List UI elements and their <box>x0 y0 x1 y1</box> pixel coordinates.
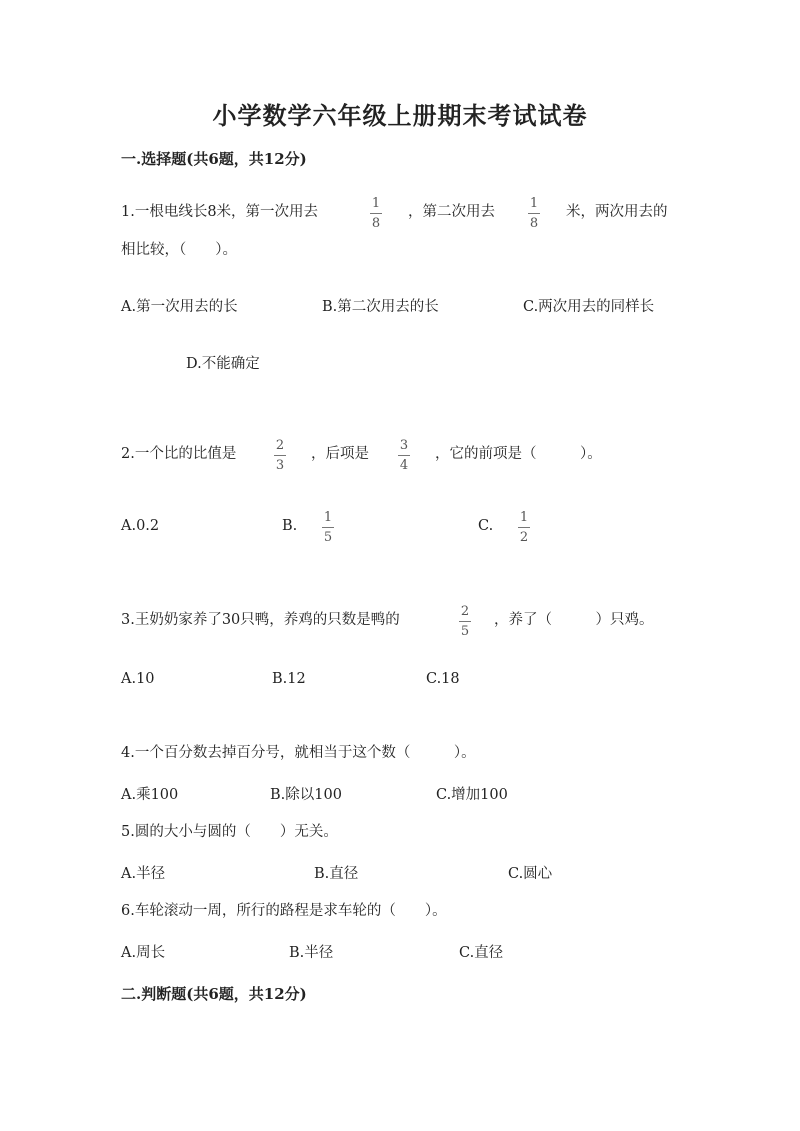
question-4-option-a: A.乘100 <box>121 787 179 803</box>
fraction-denominator: 5 <box>460 624 470 639</box>
question-1-text-start: 1.一根电线长8米，第一次用去 <box>121 204 319 220</box>
question-1-option-a: A.第一次用去的长 <box>121 299 238 315</box>
question-6-option-c: C.直径 <box>459 945 504 961</box>
fraction-denominator: 4 <box>399 458 409 473</box>
question-1-text-line-2: 相比较，（ ）。 <box>121 242 237 258</box>
question-1-fraction-2 <box>526 196 542 231</box>
fraction-bar <box>322 527 334 528</box>
question-3-text-start: 3.王奶奶家养了30只鸭，养鸡的只数是鸭的 <box>121 612 400 628</box>
fraction-bar <box>274 455 286 456</box>
question-4-text: 4.一个百分数去掉百分号，就相当于这个数（ ）。 <box>121 745 476 761</box>
question-5-option-b: B.直径 <box>314 866 359 882</box>
question-3-option-c: C.18 <box>426 671 460 687</box>
question-1-option-b: B.第二次用去的长 <box>322 299 439 315</box>
question-2-option-b-fraction <box>320 510 336 545</box>
fraction-bar <box>528 213 540 214</box>
question-6-option-a: A.周长 <box>121 945 166 961</box>
question-1-option-d: D.不能确定 <box>186 356 260 372</box>
fraction-numerator: 2 <box>275 438 285 453</box>
fraction-numerator: 3 <box>399 438 409 453</box>
question-5-option-a: A.半径 <box>121 866 166 882</box>
question-2-fraction-2 <box>396 438 412 473</box>
question-4-option-b: B.除以100 <box>270 787 342 803</box>
fraction-bar <box>518 527 530 528</box>
fraction-denominator: 5 <box>323 530 333 545</box>
question-1-text-middle: ，第二次用去 <box>408 204 495 220</box>
question-1-text-end: 米，两次用去的 <box>566 204 668 220</box>
fraction-numerator: 1 <box>371 196 381 211</box>
fraction-numerator: 1 <box>323 510 333 525</box>
question-5-option-c: C.圆心 <box>508 866 553 882</box>
question-1-option-c: C.两次用去的同样长 <box>523 299 655 315</box>
question-1-fraction-1 <box>368 196 384 231</box>
fraction-numerator: 1 <box>519 510 529 525</box>
section-heading-judgment: 二.判断题(共6题，共12分) <box>121 985 307 1003</box>
fraction-denominator: 8 <box>529 216 539 231</box>
question-5-text: 5.圆的大小与圆的（ ）无关。 <box>121 824 338 840</box>
question-2-text-start: 2.一个比的比值是 <box>121 446 237 462</box>
question-3-option-a: A.10 <box>121 671 155 687</box>
fraction-numerator: 2 <box>460 604 470 619</box>
question-4-option-c: C.增加100 <box>436 787 508 803</box>
question-2-fraction-1 <box>272 438 288 473</box>
fraction-bar <box>459 621 471 622</box>
question-6-option-b: B.半径 <box>289 945 334 961</box>
question-2-option-c: C. <box>478 518 494 534</box>
section-heading-choice: 一.选择题(共6题，共12分) <box>121 150 307 168</box>
fraction-denominator: 8 <box>371 216 381 231</box>
question-3-option-b: B.12 <box>272 671 306 687</box>
fraction-bar <box>398 455 410 456</box>
question-2-option-a: A.0.2 <box>121 518 160 534</box>
question-3-fraction <box>457 604 473 639</box>
question-2-option-b: B. <box>282 518 298 534</box>
fraction-denominator: 3 <box>275 458 285 473</box>
question-6-text: 6.车轮滚动一周，所行的路程是求车轮的（ ）。 <box>121 903 447 919</box>
question-3-text-end: ，养了（ ）只鸡。 <box>494 612 654 628</box>
question-2-option-c-fraction <box>516 510 532 545</box>
fraction-numerator: 1 <box>529 196 539 211</box>
page-title: 小学数学六年级上册期末考试试卷 <box>212 101 588 130</box>
question-2-text-middle: ，后项是 <box>311 446 369 462</box>
fraction-denominator: 2 <box>519 530 529 545</box>
fraction-bar <box>370 213 382 214</box>
question-2-text-end: ，它的前项是（ ）。 <box>435 446 602 462</box>
